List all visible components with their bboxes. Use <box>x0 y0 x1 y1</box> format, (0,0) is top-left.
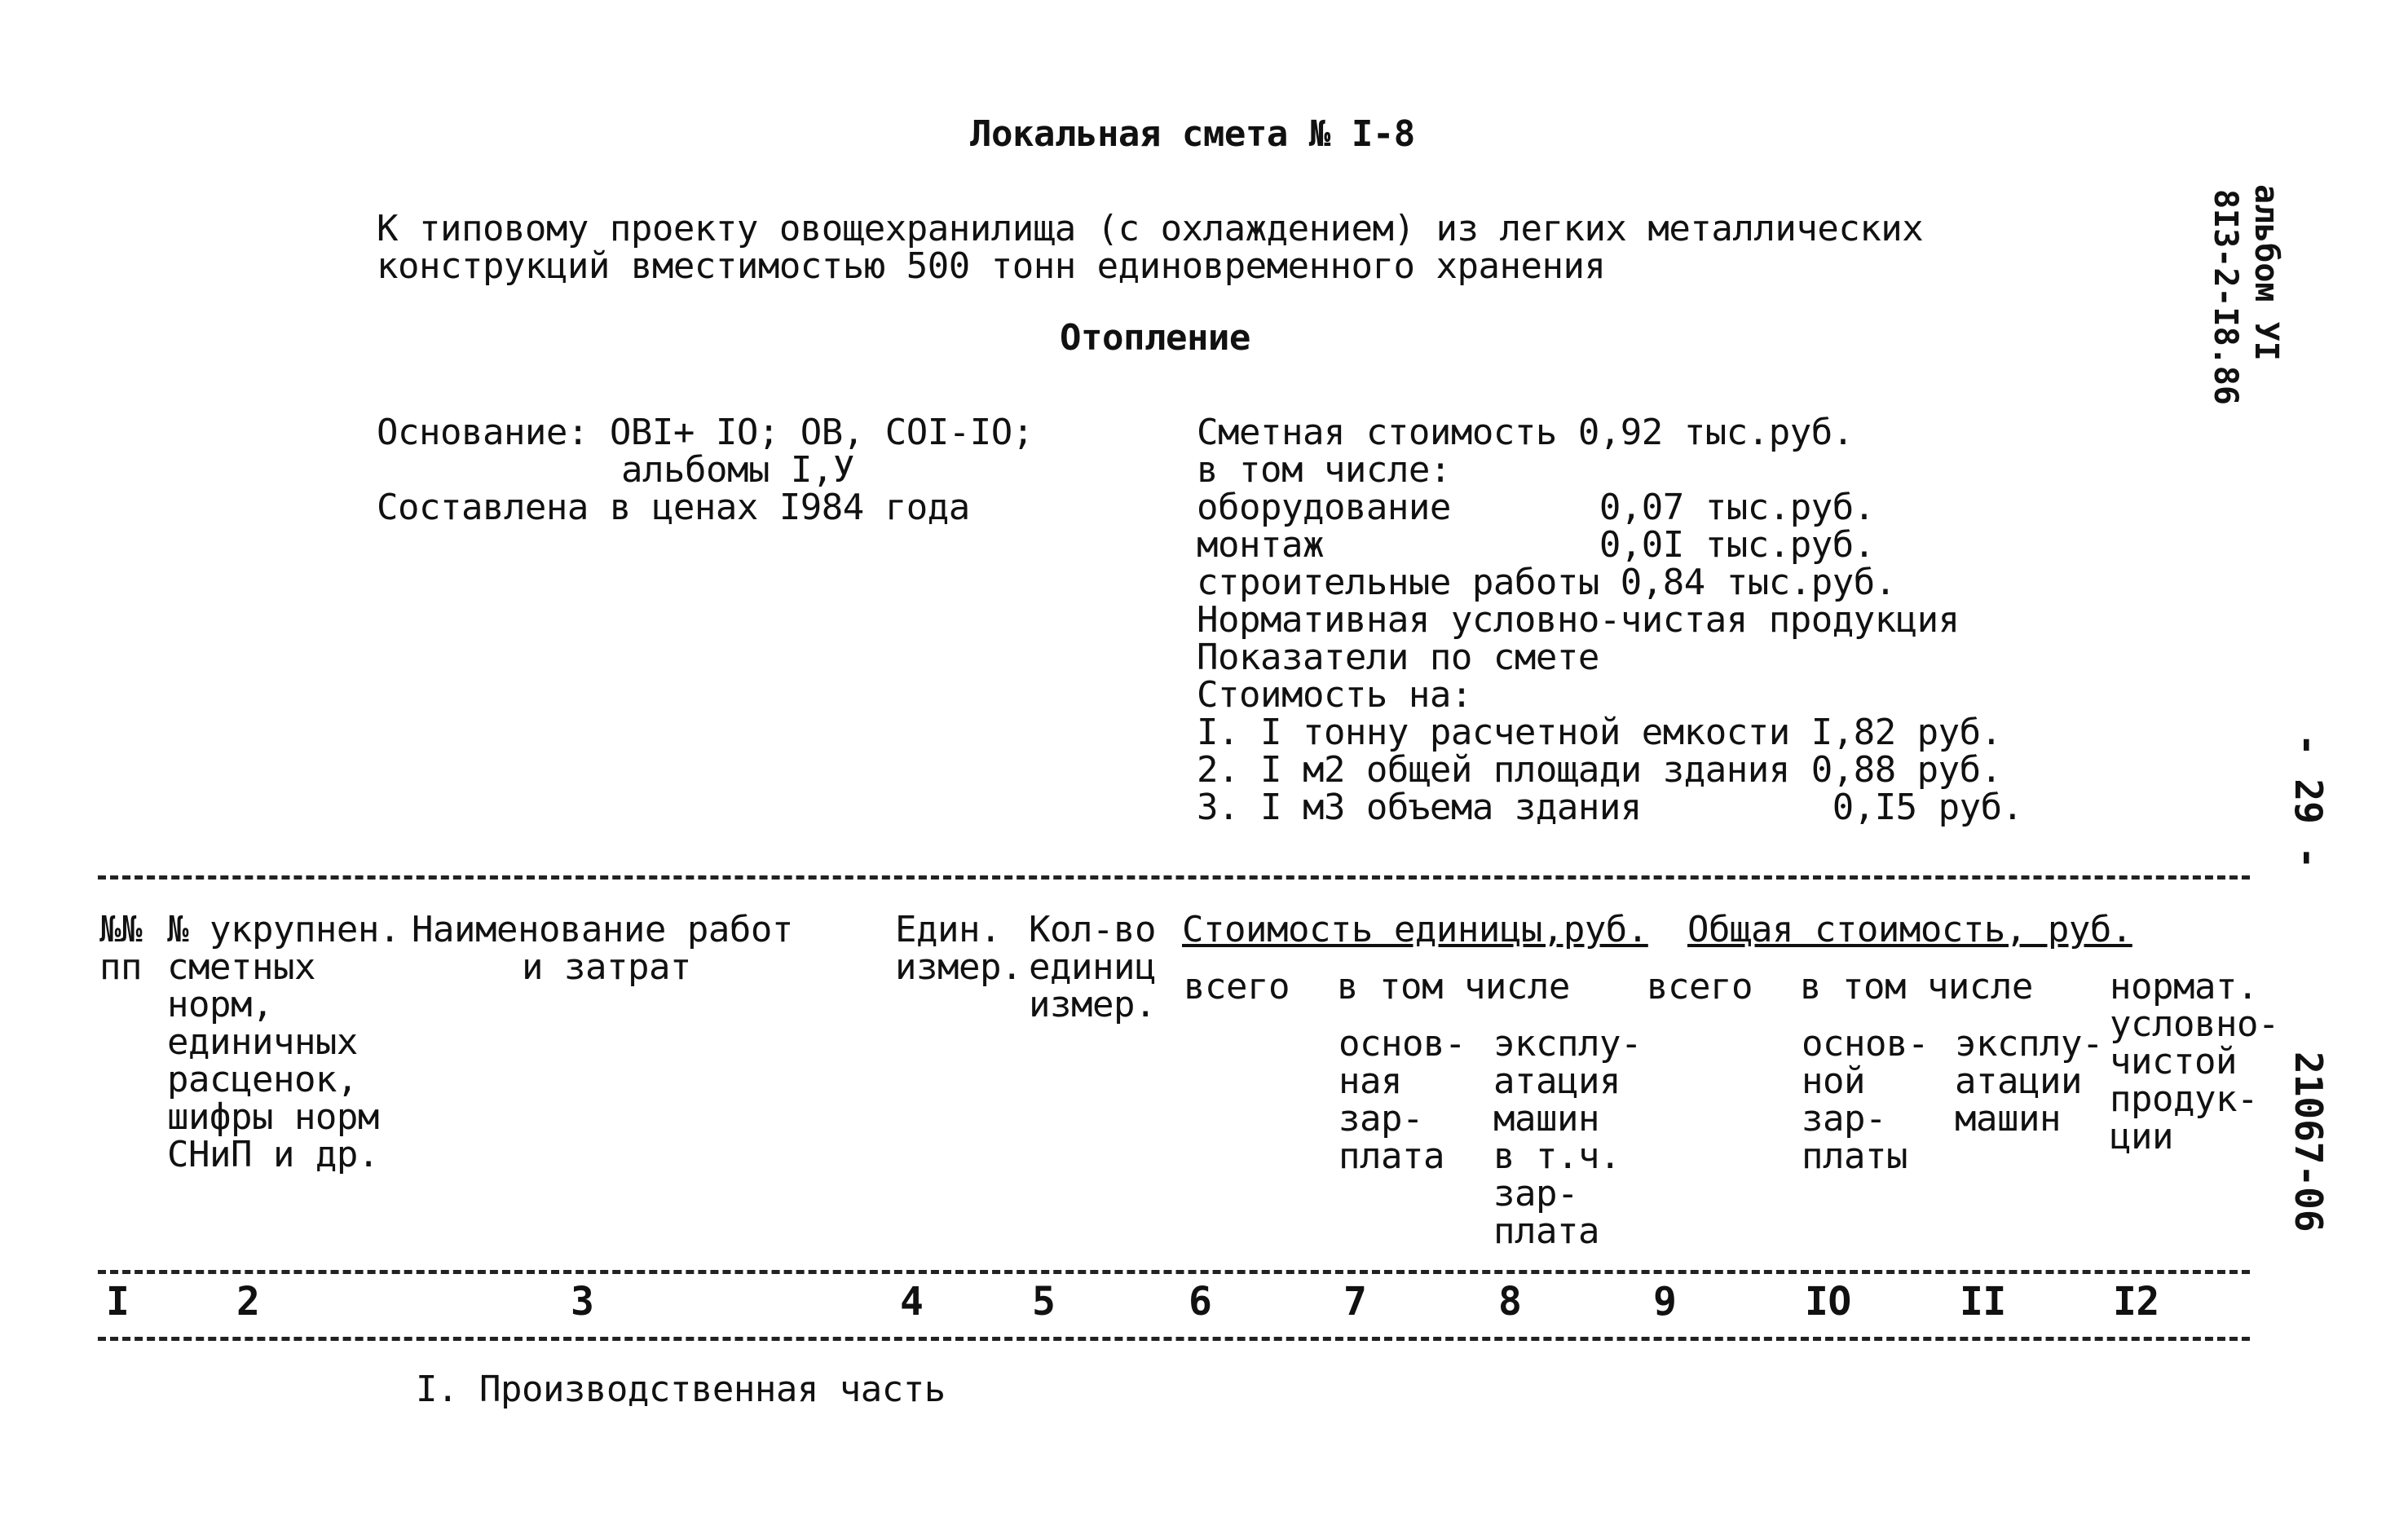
basis-albums: альбомы I,У <box>621 449 854 491</box>
column-number: I2 <box>2113 1279 2159 1325</box>
intro-line-1: К типовому проекту овощехранилища (с охлаждением) из легких металлических <box>377 208 1924 249</box>
column-numbers-top-rule <box>98 1270 2250 1274</box>
header-col-8-line: машин <box>1493 1098 1599 1140</box>
header-col-2-line: расценок, <box>167 1059 358 1100</box>
summary-line: 3. I м3 объема здания 0,I5 руб. <box>1197 787 2023 828</box>
header-col-4-line: измер. <box>895 946 1022 988</box>
header-col-8-line: эксплу- <box>1493 1023 1642 1065</box>
basis-prices: Составлена в ценах I984 года <box>377 487 970 528</box>
summary-line: I. I тонну расчетной емкости I,82 руб. <box>1197 712 2002 753</box>
summary-line: Сметная стоимость 0,92 тыс.руб. <box>1197 412 1854 453</box>
header-col-2-line: шифры норм <box>167 1096 379 1138</box>
column-number: 2 <box>236 1279 260 1325</box>
header-col-9: всего <box>1647 966 1753 1007</box>
header-col-6: всего <box>1184 966 1290 1007</box>
header-col-2-line: сметных <box>167 946 315 988</box>
column-number: 3 <box>571 1279 594 1325</box>
basis-line: Основание: OBI+ IO; OB, COI-IO; <box>377 412 1034 453</box>
column-number: 4 <box>900 1279 924 1325</box>
summary-line: Показатели по смете <box>1197 637 1599 678</box>
header-col-2-line: норм, <box>167 984 273 1025</box>
document-title: Локальная смета № I-8 <box>970 113 1415 155</box>
header-col-7-line: плата <box>1339 1135 1444 1177</box>
column-number: 7 <box>1343 1279 1367 1325</box>
column-number: II <box>1960 1279 2006 1325</box>
header-col-3-line: Наименование работ <box>412 909 793 950</box>
header-col-12-line: ции <box>2110 1116 2173 1157</box>
header-col-7-line: ная <box>1339 1060 1402 1102</box>
column-number: 9 <box>1653 1279 1677 1325</box>
summary-line: Нормативная условно-чистая продукция <box>1197 599 1960 641</box>
header-col-5-line: Кол-во <box>1029 909 1156 950</box>
header-col-8-line: в т.ч. <box>1493 1135 1621 1177</box>
header-col-1-line: пп <box>99 946 142 988</box>
margin-album-code: 8I3-2-I8.86 <box>2207 189 2244 405</box>
header-col-11-line: эксплу- <box>1955 1023 2103 1065</box>
header-incl-unit: в том числе <box>1337 966 1570 1007</box>
header-col-3-line: и затрат <box>522 946 691 988</box>
header-col-8-line: плата <box>1493 1210 1599 1252</box>
summary-line: в том числе: <box>1197 449 1451 491</box>
column-number: 6 <box>1189 1279 1212 1325</box>
header-col-11-line: атации <box>1955 1060 2082 1102</box>
header-col-10-line: основ- <box>1802 1023 1929 1065</box>
summary-line: 2. I м2 общей площади здания 0,88 руб. <box>1197 749 2002 791</box>
summary-line: монтаж 0,0I тыс.руб. <box>1197 524 1875 566</box>
table-top-rule <box>98 875 2250 880</box>
column-number: 5 <box>1032 1279 1056 1325</box>
header-total-cost-group: Общая стоимость, руб. <box>1687 909 2132 950</box>
production-section-heading: I. Производственная часть <box>416 1369 946 1410</box>
header-col-2-line: № укрупнен. <box>167 909 400 950</box>
column-numbers-bottom-rule <box>98 1337 2250 1341</box>
header-col-7-line: основ- <box>1339 1023 1466 1065</box>
header-col-2-line: СНиП и др. <box>167 1134 379 1175</box>
header-col-8-line: атация <box>1493 1060 1621 1102</box>
column-number: IO <box>1805 1279 1851 1325</box>
summary-line: строительные работы 0,84 тыс.руб. <box>1197 562 1896 603</box>
margin-album-label: альбом УI <box>2247 184 2285 361</box>
header-col-12-line: чистой <box>2110 1041 2237 1082</box>
header-col-8-line: зар- <box>1493 1173 1578 1215</box>
section-title: Отопление <box>1060 317 1250 359</box>
header-col-12-line: продук- <box>2110 1078 2258 1120</box>
margin-page-number: - 29 - <box>2287 734 2331 870</box>
margin-doc-number: 21067-06 <box>2287 1051 2331 1232</box>
header-col-1-line: №№ <box>99 909 142 950</box>
header-col-7-line: зар- <box>1339 1098 1423 1140</box>
intro-line-2: конструкций вместимостью 500 тонн единовременного хранения <box>377 245 1606 287</box>
header-col-2-line: единичных <box>167 1021 358 1063</box>
summary-line: оборудование 0,07 тыс.руб. <box>1197 487 1875 528</box>
header-col-10-line: зар- <box>1802 1098 1886 1140</box>
header-col-5-line: измер. <box>1029 984 1156 1025</box>
header-col-5-line: единиц <box>1029 946 1156 988</box>
header-col-10-line: платы <box>1802 1135 1907 1177</box>
header-col-11-line: машин <box>1955 1098 2061 1140</box>
header-col-4-line: Един. <box>895 909 1001 950</box>
header-col-10-line: ной <box>1802 1060 1865 1102</box>
header-col-12-line: условно- <box>2110 1003 2279 1045</box>
header-unit-cost-group: Стоимость единицы,руб. <box>1182 909 1648 950</box>
column-number: I <box>106 1279 130 1325</box>
header-incl-total: в том числе <box>1800 966 2033 1007</box>
column-number: 8 <box>1498 1279 1522 1325</box>
header-col-12-line: нормат. <box>2110 966 2258 1007</box>
summary-line: Стоимость на: <box>1197 674 1472 716</box>
